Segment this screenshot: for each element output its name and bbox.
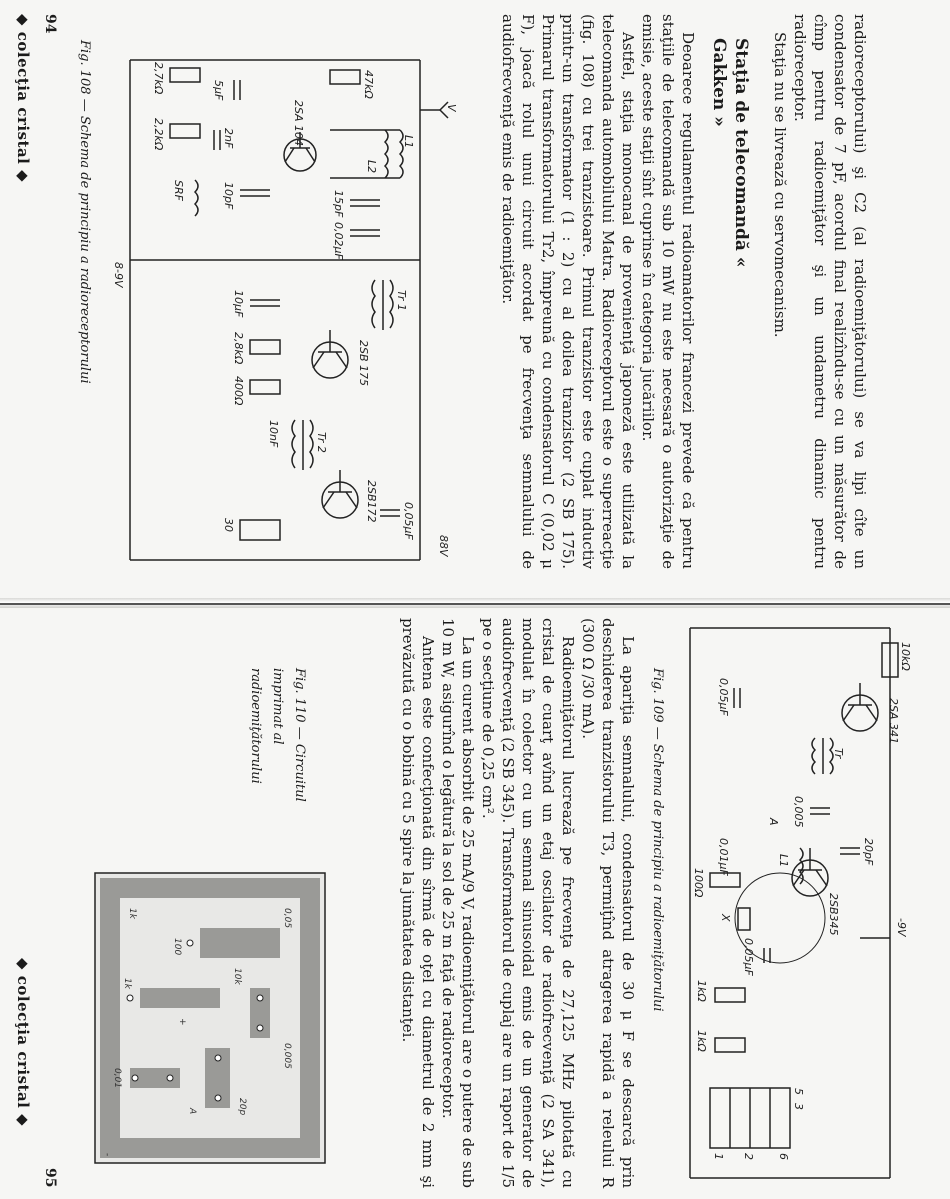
pcb-label-6: 1k: [127, 908, 137, 919]
schematic-label-c005: 0,05μF: [717, 678, 730, 716]
pcb-label-5: 1k: [122, 978, 132, 989]
schematic-label-r400: 400Ω: [232, 376, 245, 406]
schematic-label-srf: SRF: [172, 180, 185, 201]
schematic-label-q3: 2SB172: [365, 480, 378, 523]
pcb-label-3: 20p: [237, 1098, 247, 1116]
body-paragraph-4: Antena este confecţionată din sîrmă de oţel cu diametrul de 2 mm şi prevăzută cu o bobină cu 5 spire la jumătatea distanţei.: [399, 618, 437, 1188]
page-94: [0, 0, 950, 598]
schematic-label-r1k: 1kΩ: [695, 980, 708, 1002]
schematic-label-coil-1: 1: [712, 1153, 725, 1160]
gutter-line: [0, 603, 950, 605]
schematic-label-a: A: [767, 818, 780, 826]
body-paragraph-2: Radioemiţătorul lucrează pe frecvenţa de 27,125 MHz pilotată cu cristal de cuarţ avînd un etaj oscilator de radiofrecvenţă (2 SA 341), modulat în colector cu un semnal sinusoidal emis de un generator de audiofrecvenţă (2 SB 345). Transformatorul de cuplaj are un raport de 1/5 pe o secţiune de 0,25 cm².: [479, 618, 577, 1188]
body-paragraph-2: Astfel, staţia monocanal de provenienţă japoneză este utilizată la telecomanda automobilului Matra. Radioreceptorul este o superreacţie (fig. 108) cu trei tranzistoare. Primul tranzistor este cuplat inductiv printr-un transformator (1 : 2) cu al doilea tranzistor (2 SB 175). Primarul transformatorului Tr2, împreună cu condensatorul C (0,02 μ F), joacă rolul unui circuit acordat pe frecvenţa semnalului de audiofrecvenţă emis de radioemiţător.: [499, 14, 637, 569]
pcb-label-2: 0,005: [282, 1043, 292, 1069]
pcb-label-0: 0,05: [282, 908, 292, 929]
schematic-label-q1: 2SA 341: [887, 698, 900, 744]
intro-paragraph-2: Staţia nu se livrează cu servomecanism.: [771, 32, 789, 338]
body-text: [398, 618, 638, 1188]
pcb-label-9: +: [177, 1018, 187, 1026]
schematic-label-r27: 2,7kΩ: [152, 62, 165, 95]
schematic-label-r1k2: 1kΩ: [695, 1030, 708, 1052]
schematic-label-q2: 2SB345: [827, 893, 840, 936]
footer-label: ◆ colecţia cristal ◆: [14, 14, 32, 183]
intro-text: [770, 14, 870, 569]
schematic-label-ant: V: [445, 104, 458, 112]
schematic-label-tr2: Tr 2: [315, 432, 328, 453]
section-heading: Staţia de telecomandă « Gakken »: [709, 38, 751, 268]
schematic-label-tr: Tr: [832, 748, 845, 759]
schematic-label-coil-2: 2: [742, 1153, 755, 1160]
pcb-label-4: 100: [172, 938, 182, 956]
schematic-label-c20: 20pF: [862, 838, 875, 866]
footer-label: ◆ colecţia cristal ◆: [14, 958, 32, 1127]
schematic-label-c005: 0,05μF: [402, 502, 415, 540]
schematic-label-q2: 2SB 175: [357, 340, 370, 387]
schematic-label-r100: 100Ω: [692, 868, 705, 898]
pcb-label-10: -: [102, 1153, 112, 1157]
schematic-label-r22: 2,2kΩ: [152, 118, 165, 151]
schematic-label-l1: L1: [777, 854, 790, 868]
figure-109-caption: Fig. 109 — Schema de principiu a radioemiţătorului: [650, 668, 665, 1012]
page-95: [0, 608, 950, 1199]
schematic-label-c001: 0,01μF: [717, 838, 730, 876]
body-paragraph-3: La un curent absorbit de 25 mA/9 V, radioemiţătorul are o putere de sub 10 m W, asigurînd o legătură la sol de 25 m faţă de radioreceptor.: [439, 618, 477, 1188]
schematic-label-l2: L2: [365, 160, 378, 174]
schematic-label-c5: 5μF: [212, 80, 225, 101]
page-94-scan: [0, 0, 950, 598]
schematic-label-q1: 2SA 104: [292, 100, 305, 146]
page-95-scan: [0, 608, 950, 1199]
pcb-label-7: 0,01: [112, 1068, 122, 1089]
page-number: 95: [42, 1168, 58, 1188]
schematic-label-r28: 2,8kΩ: [232, 332, 245, 365]
pcb-label-8: A: [187, 1108, 197, 1115]
schematic-label-c10: 10pF: [222, 182, 235, 210]
schematic-label-tr1: Tr 1: [395, 290, 408, 311]
page-number: 94: [42, 14, 58, 34]
schematic-label-coil-6: 6: [777, 1153, 790, 1160]
schematic-label-r30: 30: [222, 518, 235, 532]
intro-paragraph: radioreceptorului) şi C2 (al radioemiţătorului) se va lipi cîte un condensator de 7 pF, acordul final realizîndu-se cu un măsurător de cîmp pentru radioemiţător şi un undametru dinamic pentru radioreceptor.: [791, 14, 869, 569]
schematic-label-c10u: 10μF: [232, 290, 245, 318]
schematic-label-c10n: 10nF: [267, 420, 280, 448]
schematic-label-c0058: 0,05μF: [742, 938, 755, 976]
transmitter-schematic: [665, 618, 920, 1188]
schematic-label-r1: 47kΩ: [362, 70, 375, 99]
schematic-label-r10k: 10kΩ: [899, 642, 912, 671]
schematic-label-coil-3: 3: [792, 1103, 805, 1110]
pcb-label-1: 10k: [232, 968, 242, 985]
schematic-label-r88: 88V: [437, 535, 450, 557]
body-paragraph-1: La apariţia semnalului, condensatorul de 30 μ F se descarcă prin deschiderea tranzistorului T3, permiţînd atragerea rapidă a releului R (300 Ω /30 mA).: [579, 618, 637, 1188]
figure-110-caption: Fig. 110 — Circuitul imprimat al radioemiţătorului: [248, 668, 307, 802]
pcb-layout: [90, 868, 330, 1168]
schematic-label-coil-5: 5: [792, 1088, 805, 1095]
schematic-label-c15: 15pF: [332, 190, 345, 218]
schematic-label-c0005: 0,005: [792, 796, 805, 828]
schematic-label-xtal: X: [719, 914, 732, 922]
schematic-label-c2n: 2nF: [222, 128, 235, 149]
schematic-label-l1: L1: [402, 135, 415, 149]
schematic-label-supply: 8-9V: [112, 262, 125, 288]
body-paragraph-1: Deoarece regulamentul radioamatorilor francezi prevede că pentru staţiile de telecomandă sub 10 mW nu este necesară o autorizaţie de emisie, aceste staţii sînt cuprinse în categoria jucăriilor.: [639, 14, 697, 569]
body-text: [498, 14, 698, 569]
schematic-label-supply: -9V: [895, 918, 908, 937]
receiver-schematic: [100, 40, 460, 575]
schematic-label-c002: 0,02μF: [332, 222, 345, 260]
figure-caption: Fig. 108 — Schema de principiu a radioreceptorului: [77, 40, 92, 384]
